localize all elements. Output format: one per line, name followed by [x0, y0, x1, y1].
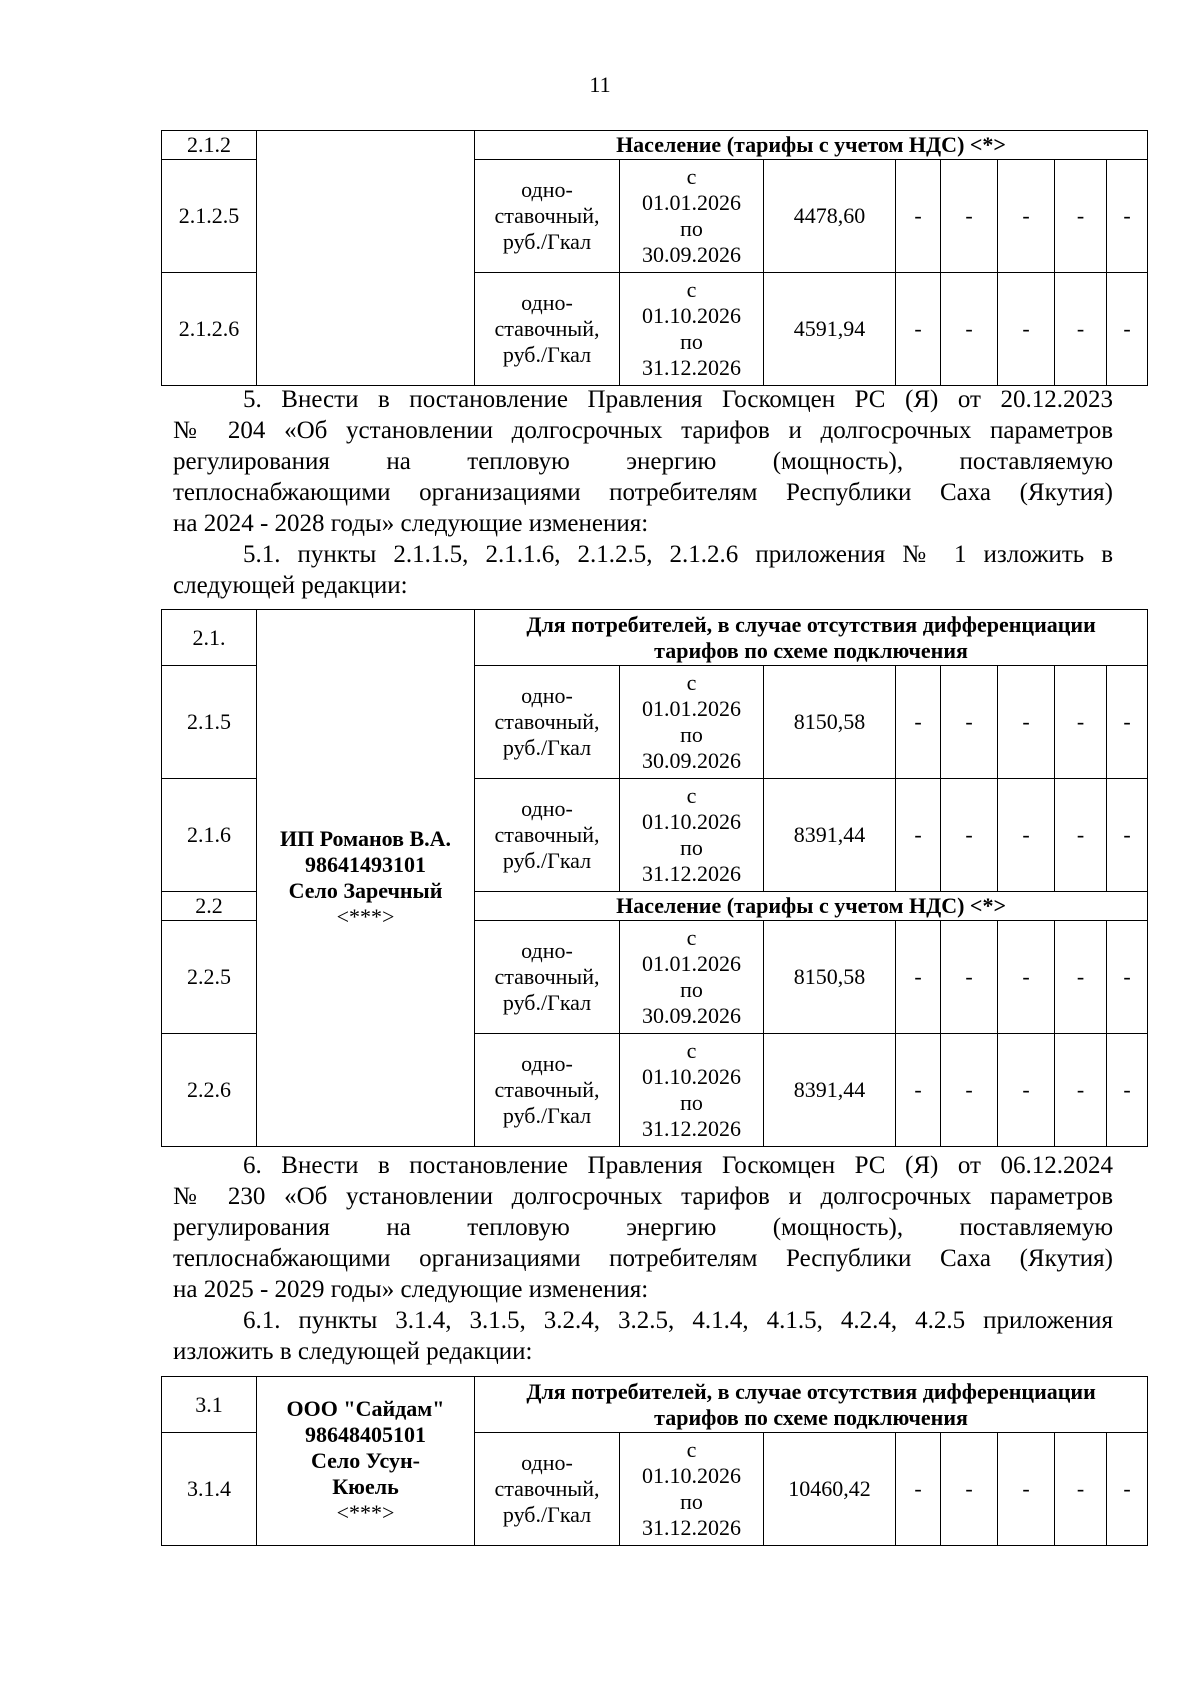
row-id: 2.1.5: [162, 666, 257, 779]
tariff-value: 4478,60: [764, 160, 896, 273]
dash-cell: -: [998, 921, 1055, 1034]
group-title: Для потребителей, в случае отсутствия дифференциации тарифов по схеме подключения: [475, 610, 1148, 666]
row-id: 2.1.2.6: [162, 273, 257, 386]
dash-cell: -: [896, 921, 941, 1034]
dash-cell: -: [1055, 1034, 1107, 1147]
dash-cell: -: [896, 666, 941, 779]
row-id: 2.2.5: [162, 921, 257, 1034]
period: с 01.01.2026 по 30.09.2026: [620, 666, 764, 779]
rate-type: одно- ставочный, руб./Гкал: [475, 779, 620, 892]
dash-cell: -: [998, 160, 1055, 273]
group-id: 2.1.: [162, 610, 257, 666]
dash-cell: -: [896, 160, 941, 273]
paragraph-6: 6. Внести в постановление Правления Госкомцен РС (Я) от 06.12.2024 № 230 «Об установлении долгосрочных тарифов и долгосрочных параметров регулирования на тепловую энергию (мощность), поставляемую теплоснабжающими организациями потребителям Республики Саха (Якутия) на 2025 - 2029 годы» следующие изменения: 6.1. пункты 3.1.4, 3.1.5, 3.2.4, 3.2.5, 4.1.4, 4.1.5, 4.2.4, 4.2.5 приложения изложить в следующей редакции:: [173, 1152, 1113, 1365]
row-id: 2.2.6: [162, 1034, 257, 1147]
dash-cell: -: [896, 779, 941, 892]
dash-cell: -: [1055, 666, 1107, 779]
org-cell-empty: [257, 131, 475, 386]
page-number: 11: [589, 72, 611, 97]
tariff-value: 4591,94: [764, 273, 896, 386]
dash-cell: -: [1107, 1034, 1148, 1147]
tariff-value: 8391,44: [764, 1034, 896, 1147]
section-id: 2.1.2: [162, 131, 257, 160]
tariff-value: 8391,44: [764, 779, 896, 892]
dash-cell: -: [998, 666, 1055, 779]
group-title: Для потребителей, в случае отсутствия дифференциации тарифов по схеме подключения: [475, 1377, 1148, 1433]
dash-cell: -: [998, 779, 1055, 892]
period: с 01.10.2026 по 31.12.2026: [620, 1034, 764, 1147]
period: с 01.01.2026 по 30.09.2026: [620, 160, 764, 273]
rate-type: одно- ставочный, руб./Гкал: [475, 160, 620, 273]
tariff-table-2: [161, 609, 1148, 1147]
dash-cell: -: [998, 273, 1055, 386]
dash-cell: -: [941, 273, 998, 386]
period: с 01.01.2026 по 30.09.2026: [620, 921, 764, 1034]
dash-cell: -: [896, 273, 941, 386]
organization-cell: ИП Романов В.А. 98641493101 Село Заречный <***>: [257, 610, 475, 1147]
group-title: Население (тарифы с учетом НДС) <*>: [475, 892, 1148, 921]
dash-cell: -: [1055, 1433, 1107, 1546]
tariff-value: 8150,58: [764, 921, 896, 1034]
dash-cell: -: [941, 921, 998, 1034]
dash-cell: -: [1055, 921, 1107, 1034]
dash-cell: -: [1107, 779, 1148, 892]
dash-cell: -: [896, 1433, 941, 1546]
dash-cell: -: [1055, 779, 1107, 892]
row-id: 2.1.2.5: [162, 160, 257, 273]
dash-cell: -: [941, 779, 998, 892]
dash-cell: -: [941, 160, 998, 273]
group-id: 3.1: [162, 1377, 257, 1433]
dash-cell: -: [1107, 1433, 1148, 1546]
paragraph-5: 5. Внести в постановление Правления Госкомцен РС (Я) от 20.12.2023 № 204 «Об установлении долгосрочных тарифов и долгосрочных параметров регулирования на тепловую энергию (мощность), поставляемую теплоснабжающими организациями потребителям Республики Саха (Якутия) на 2024 - 2028 годы» следующие изменения: 5.1. пункты 2.1.1.5, 2.1.1.6, 2.1.2.5, 2.1.2.6 приложения № 1 изложить в следующей редакции:: [173, 386, 1113, 599]
dash-cell: -: [1107, 160, 1148, 273]
dash-cell: -: [1107, 921, 1148, 1034]
dash-cell: -: [941, 1034, 998, 1147]
rate-type: одно- ставочный, руб./Гкал: [475, 1433, 620, 1546]
dash-cell: -: [941, 1433, 998, 1546]
tariff-value: 8150,58: [764, 666, 896, 779]
dash-cell: -: [1107, 273, 1148, 386]
rate-type: одно- ставочный, руб./Гкал: [475, 666, 620, 779]
dash-cell: -: [896, 1034, 941, 1147]
dash-cell: -: [1055, 160, 1107, 273]
rate-type: одно- ставочный, руб./Гкал: [475, 1034, 620, 1147]
row-id: 2.1.6: [162, 779, 257, 892]
rate-type: одно- ставочный, руб./Гкал: [475, 273, 620, 386]
rate-type: одно- ставочный, руб./Гкал: [475, 921, 620, 1034]
period: с 01.10.2026 по 31.12.2026: [620, 1433, 764, 1546]
group-id: 2.2: [162, 892, 257, 921]
period: с 01.10.2026 по 31.12.2026: [620, 273, 764, 386]
row-id: 3.1.4: [162, 1433, 257, 1546]
dash-cell: -: [941, 666, 998, 779]
organization-cell: ООО "Сайдам" 98648405101 Село Усун- Кюель <***>: [257, 1377, 475, 1546]
dash-cell: -: [998, 1034, 1055, 1147]
dash-cell: -: [1055, 273, 1107, 386]
section-title: Население (тарифы с учетом НДС) <*>: [475, 131, 1148, 160]
tariff-value: 10460,42: [764, 1433, 896, 1546]
period: с 01.10.2026 по 31.12.2026: [620, 779, 764, 892]
dash-cell: -: [1107, 666, 1148, 779]
dash-cell: -: [998, 1433, 1055, 1546]
tariff-table-3: [161, 1376, 1148, 1546]
tariff-table-1: [161, 130, 1148, 386]
